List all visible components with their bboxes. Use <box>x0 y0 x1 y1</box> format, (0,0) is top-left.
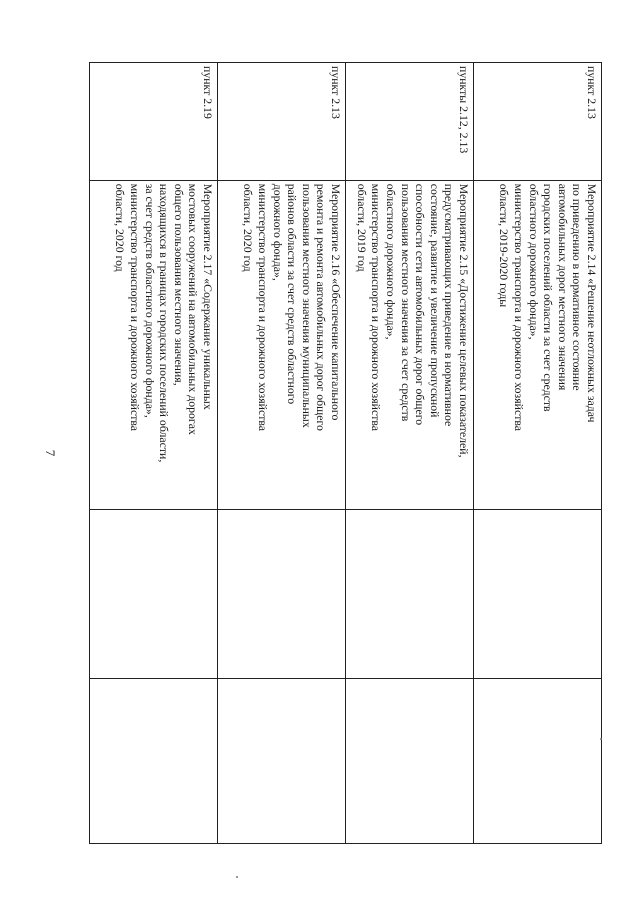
table-row-2-16 <box>218 63 346 843</box>
empty-cell <box>346 678 473 843</box>
page-number: 7 <box>43 449 58 457</box>
description-cell <box>90 180 217 509</box>
scan-speck <box>236 876 238 878</box>
document-table <box>89 62 602 844</box>
reference-text: пункт 2.19 <box>201 66 215 119</box>
reference-cell <box>218 63 345 180</box>
description-line: за счет средств областного дорожного фонда», <box>142 183 157 418</box>
description-cell <box>474 180 601 509</box>
description-line: министерство транспорта и дорожного хозяйства <box>256 183 271 431</box>
table-body <box>89 62 602 844</box>
description-line: мостовых сооружений на автомобильных дорогах <box>186 183 201 435</box>
scan-speck <box>600 738 602 740</box>
empty-cell <box>90 509 217 679</box>
description-line: областного дорожного фонда», <box>384 183 399 340</box>
table-row-2-14 <box>474 63 601 843</box>
description-line: ремонта и ремонта автомобильных дорог общего <box>314 183 329 431</box>
reference-text: пункт 2.13 <box>329 66 343 119</box>
description-line: находящихся в границах городских поселений области, <box>157 183 172 463</box>
description-line: общего пользования местного значения, <box>171 183 186 386</box>
empty-cell <box>474 509 601 679</box>
table-row-2-15 <box>346 63 474 843</box>
description-line: способности сети автомобильных дорог общего <box>413 183 428 426</box>
description-line: министерство транспорта и дорожного хозяйства <box>512 183 527 431</box>
empty-cell <box>218 509 345 679</box>
description-line: области, 2019-2020 годы <box>497 183 512 308</box>
description-line: области, 2020 год <box>241 183 256 272</box>
description-line: области, 2019 год <box>354 183 369 272</box>
reference-cell <box>346 63 473 180</box>
description-line: Мероприятие 2.14 «Решение неотложных задач <box>585 183 599 423</box>
description-line: предусматривающих приведение в нормативное <box>442 183 457 427</box>
description-line: Мероприятие 2.17 «Содержание уникальных <box>201 183 215 410</box>
description-line: области, 2020 год <box>113 183 128 272</box>
reference-cell <box>474 63 601 180</box>
description-line: министерство транспорта и дорожного хозяйства <box>369 183 384 431</box>
reference-text: пункт 2.13 <box>585 66 599 119</box>
empty-cell <box>218 678 345 843</box>
description-line: пользования местного значения за счет средств <box>398 183 413 422</box>
description-line: министерство транспорта и дорожного хозяйства <box>128 183 143 431</box>
description-line: автомобильных дорог местного значения <box>555 183 570 391</box>
reference-text: пункты 2.12, 2.13 <box>457 66 471 154</box>
empty-cell <box>90 678 217 843</box>
description-line: городских поселений области за счет средств <box>541 183 556 412</box>
description-line: по приведению в нормативное состояние <box>570 183 585 391</box>
table-row-2-17 <box>90 63 218 843</box>
description-line: областного дорожного фонда», <box>526 183 541 340</box>
description-line: пользования местного значения муниципальных <box>299 183 314 428</box>
empty-cell <box>474 678 601 843</box>
description-line: Мероприятие 2.16 «Обеспечение капитального <box>329 183 343 421</box>
description-line: районов области за счет средств областного <box>285 183 300 405</box>
empty-cell <box>346 509 473 679</box>
description-cell <box>218 180 345 509</box>
reference-cell <box>90 63 217 180</box>
description-line: дорожного фонда», <box>270 183 285 281</box>
description-line: Мероприятие 2.15 «Достижение целевых показателей, <box>457 183 471 458</box>
description-line: состояние, развитие и увеличение пропускной <box>427 183 442 418</box>
description-cell <box>346 180 473 509</box>
